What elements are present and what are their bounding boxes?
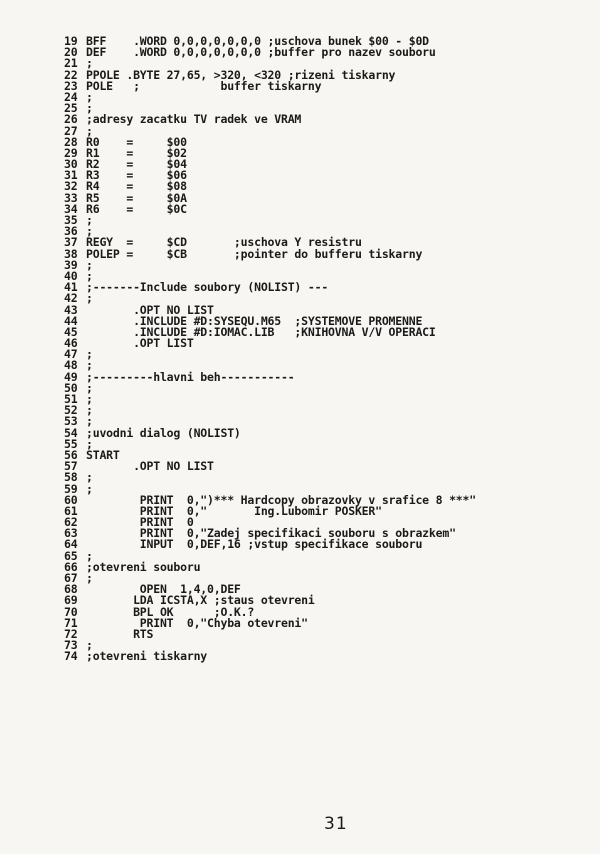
code-line xyxy=(64,559,476,574)
line-text: ; xyxy=(86,436,93,451)
line-text: ;---------hlavni beh----------- xyxy=(86,369,295,384)
line-number: 60 xyxy=(64,492,78,507)
code-line xyxy=(64,246,476,261)
line-text: .INCLUDE #D:SYSEQU.M65 ;SYSTEMOVE PROMENNE xyxy=(86,313,423,328)
line-text: LDA ICSTA,X ;staus otevreni xyxy=(86,593,315,608)
line-number: 51 xyxy=(64,392,78,406)
line-number: 37 xyxy=(64,235,78,250)
line-number: 42 xyxy=(64,291,78,306)
line-text: ; xyxy=(86,268,93,283)
line-text: ; xyxy=(86,470,93,485)
line-text: R5 = $0A xyxy=(86,190,187,205)
line-text: ; xyxy=(86,638,93,653)
line-text: DEF .WORD 0,0,0,0,0,0,0 ;buffer pro nazev souboru xyxy=(86,45,436,60)
line-text: ; xyxy=(86,347,93,362)
line-text: ; xyxy=(86,380,93,395)
line-text: ; xyxy=(86,56,93,71)
line-number: 53 xyxy=(64,414,78,429)
line-text: ;otevreni souboru xyxy=(86,559,201,574)
line-text: .INCLUDE #D:IOMAC.LIB ;KNIHOVNA V/V OPERACI xyxy=(86,324,436,339)
line-number: 21 xyxy=(64,56,78,71)
line-text: BPL OK ;O.K.? xyxy=(86,604,255,619)
line-text: ; xyxy=(86,403,93,418)
line-text: ; xyxy=(86,224,93,239)
code-line xyxy=(64,394,476,405)
line-number: 49 xyxy=(64,369,78,384)
line-number: 43 xyxy=(64,302,78,317)
line-text: ; xyxy=(86,414,93,429)
line-number: 39 xyxy=(64,257,78,272)
code-line xyxy=(64,472,476,483)
line-text: PPOLE .BYTE 27,65, >320, <320 ;rizeni tiskarny xyxy=(86,67,396,82)
line-text: R0 = $00 xyxy=(86,134,187,149)
line-number: 30 xyxy=(64,157,78,172)
line-text: R1 = $02 xyxy=(86,145,187,160)
line-number: 28 xyxy=(64,134,78,149)
line-number: 70 xyxy=(64,604,78,619)
line-number: 40 xyxy=(64,268,78,283)
line-text: PRINT 0 xyxy=(86,515,194,530)
line-text: ; xyxy=(86,213,93,227)
line-number: 54 xyxy=(64,425,78,440)
line-number: 63 xyxy=(64,526,78,541)
line-number: 66 xyxy=(64,559,78,574)
line-number: 47 xyxy=(64,347,78,362)
line-text: REGY = $CD ;uschova Y resistru xyxy=(86,235,362,250)
line-text: ; xyxy=(86,123,93,138)
code-line xyxy=(64,405,476,416)
line-text: RTS xyxy=(86,626,154,641)
line-number: 64 xyxy=(64,537,78,552)
line-text: PRINT 0,"Chyba otevreni" xyxy=(86,615,308,630)
line-text: ; xyxy=(86,548,93,563)
line-text: POLEP = $CB ;pointer do bufferu tiskarny xyxy=(86,246,423,261)
code-line xyxy=(64,436,476,451)
line-text: .OPT NO LIST xyxy=(86,302,214,317)
line-number: 38 xyxy=(64,246,78,261)
line-number: 71 xyxy=(64,615,78,630)
line-number: 32 xyxy=(64,179,78,194)
line-number: 36 xyxy=(64,224,78,239)
line-number: 52 xyxy=(64,403,78,418)
line-text: INPUT 0,DEF,16 ;vstup specifikace souboru xyxy=(86,537,423,552)
code-line xyxy=(64,257,476,272)
line-text: R3 = $06 xyxy=(86,168,187,183)
line-text: .OPT LIST xyxy=(86,336,194,351)
code-line xyxy=(64,380,476,395)
line-number: 73 xyxy=(64,638,78,653)
line-text: ;otevreni tiskarny xyxy=(86,649,208,664)
line-number: 29 xyxy=(64,145,78,160)
line-text: PRINT 0,")*** Hardcopy obrazovky v srafice 8 ***" xyxy=(86,492,476,507)
line-number: 56 xyxy=(64,447,78,462)
line-number: 61 xyxy=(64,503,78,518)
code-listing xyxy=(64,36,476,663)
line-number: 57 xyxy=(64,459,78,474)
line-number: 69 xyxy=(64,593,78,608)
line-number: 62 xyxy=(64,515,78,530)
line-number: 25 xyxy=(64,101,78,116)
line-number: 55 xyxy=(64,436,78,451)
line-number: 68 xyxy=(64,582,78,597)
line-number: 24 xyxy=(64,89,78,104)
line-number: 74 xyxy=(64,649,78,664)
line-text: ; xyxy=(86,257,93,272)
line-number: 33 xyxy=(64,190,78,205)
line-number: 72 xyxy=(64,626,78,641)
line-text: ; xyxy=(86,481,93,496)
line-text: OPEN 1,4,0,DEF xyxy=(86,582,241,597)
line-text: ;uvodni dialog (NOLIST) xyxy=(86,425,241,440)
code-line xyxy=(64,369,476,384)
line-number: 48 xyxy=(64,358,78,373)
line-text: POLE ; buffer tiskarny xyxy=(86,78,322,93)
code-line xyxy=(64,651,476,662)
code-line xyxy=(64,626,476,641)
line-text: ;adresy zacatku TV radek ve VRAM xyxy=(86,112,302,127)
line-number: 27 xyxy=(64,123,78,138)
line-number: 65 xyxy=(64,548,78,563)
line-number: 31 xyxy=(64,168,78,183)
line-text: ; xyxy=(86,571,93,585)
line-number: 44 xyxy=(64,313,78,328)
line-text: BFF .WORD 0,0,0,0,0,0,0 ;uschova bunek $00 - $0D xyxy=(86,34,429,48)
line-number: 45 xyxy=(64,324,78,339)
code-line xyxy=(64,89,476,104)
line-number: 41 xyxy=(64,280,78,295)
line-number: 20 xyxy=(64,45,78,60)
line-number: 23 xyxy=(64,78,78,93)
line-text: .OPT NO LIST xyxy=(86,459,214,474)
line-text: R6 = $0C xyxy=(86,201,187,216)
line-number: 26 xyxy=(64,112,78,127)
line-number: 19 xyxy=(64,34,78,48)
line-number: 59 xyxy=(64,481,78,496)
code-line xyxy=(64,215,476,226)
code-line xyxy=(64,201,476,216)
code-line xyxy=(64,338,476,349)
line-text: R4 = $08 xyxy=(86,179,187,194)
line-number: 46 xyxy=(64,336,78,351)
code-line xyxy=(64,114,476,125)
code-line xyxy=(64,282,476,293)
line-text: PRINT 0,"Zadej specifikaci souboru s obrazkem" xyxy=(86,526,456,541)
line-number: 58 xyxy=(64,470,78,485)
page-number: 31 xyxy=(324,814,348,834)
line-text: START xyxy=(86,447,120,462)
line-number: 67 xyxy=(64,571,78,585)
line-text: ; xyxy=(86,291,93,306)
line-number: 35 xyxy=(64,213,78,227)
line-text: PRINT 0," Ing.Lubomir POSKER" xyxy=(86,503,382,518)
line-number: 22 xyxy=(64,67,78,82)
code-line xyxy=(64,78,476,93)
code-line xyxy=(64,461,476,472)
line-text: ; xyxy=(86,392,93,406)
code-line xyxy=(64,425,476,440)
line-text: ; xyxy=(86,89,93,104)
code-line xyxy=(64,539,476,550)
code-line xyxy=(64,349,476,360)
line-text: ;-------Include soubory (NOLIST) --- xyxy=(86,280,329,295)
code-line xyxy=(64,47,476,58)
line-number: 50 xyxy=(64,380,78,395)
line-text: R2 = $04 xyxy=(86,157,187,172)
line-number: 34 xyxy=(64,201,78,216)
line-text: ; xyxy=(86,101,93,116)
line-text: ; xyxy=(86,358,93,373)
